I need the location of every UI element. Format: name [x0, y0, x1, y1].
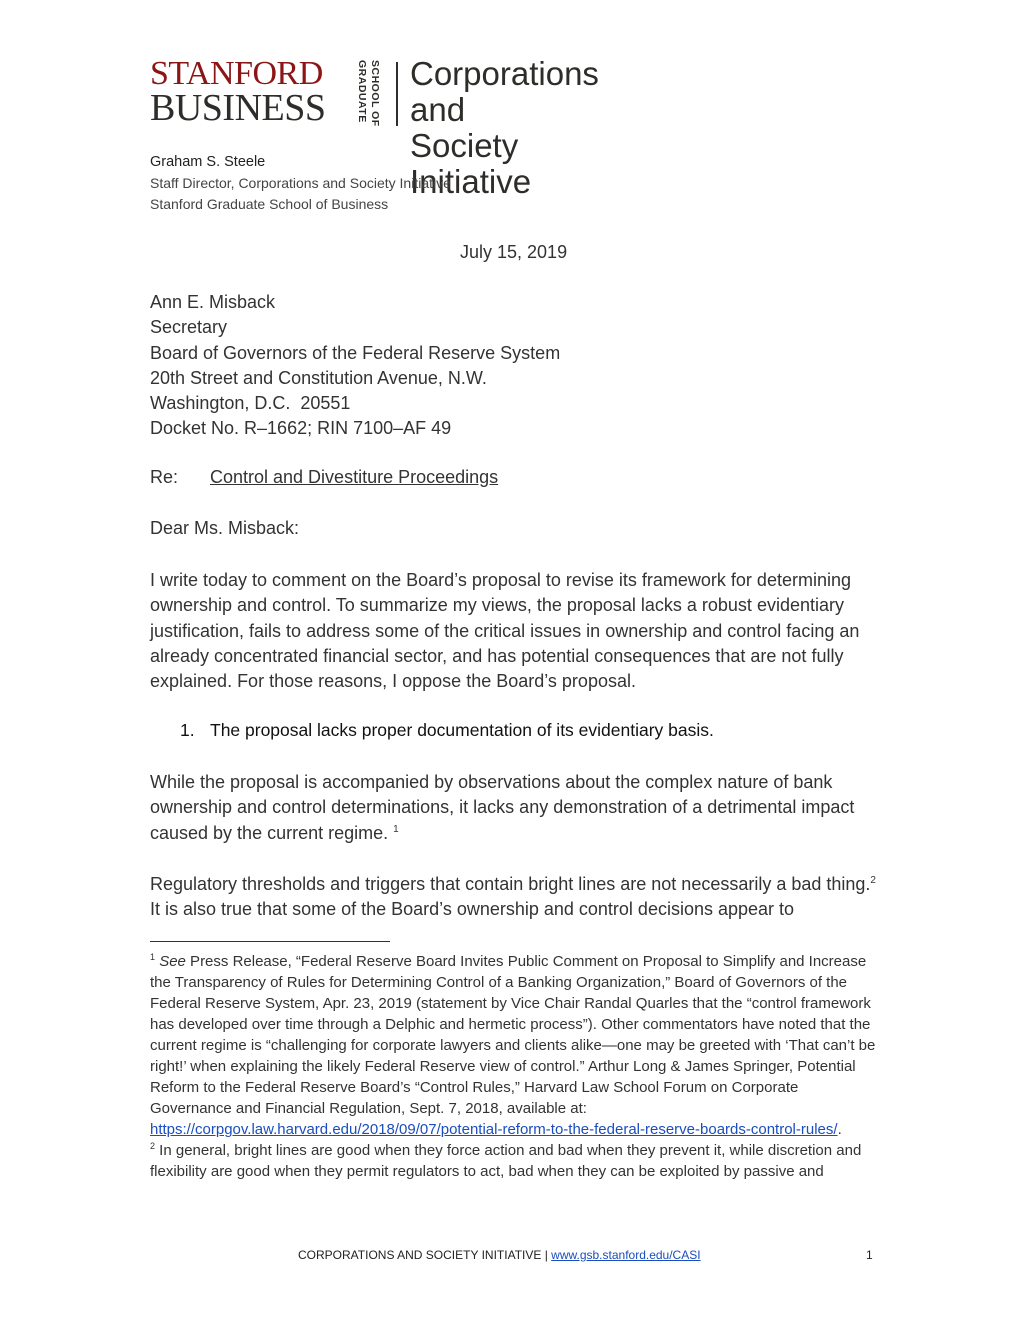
re-line	[150, 467, 499, 488]
section-heading-text: The proposal lacks proper documentation of its evidentiary basis.	[210, 720, 714, 740]
body-paragraph-3-text-b: It is also true that some of the Board’s ownership and control decisions appear to	[150, 899, 795, 920]
recipient-line: Docket No. R–1662; RIN 7100–AF 49	[150, 418, 452, 439]
recipient-line: Washington, D.C. 20551	[150, 393, 351, 414]
footnote-2-mark: 2	[150, 1141, 156, 1151]
section-heading-1	[180, 720, 714, 741]
logo-business-text: BUSINESS	[150, 87, 326, 129]
footnote-ref-2[interactable]: 2	[870, 875, 876, 886]
recipient-line: Board of Governors of the Federal Reserve System	[150, 342, 561, 363]
logo-school-of-vertical	[369, 60, 381, 128]
author-name: Graham S. Steele	[150, 154, 266, 170]
letter-date: July 15, 2019	[460, 242, 568, 262]
logo-school-of-text: SCHOOL OF	[369, 60, 381, 127]
footer-center	[298, 1248, 701, 1262]
footer-label: CORPORATIONS AND SOCIETY INITIATIVE |	[298, 1248, 552, 1262]
footnote-1-end: .	[837, 1121, 842, 1138]
author-title: Staff Director, Corporations and Society Initiative	[150, 175, 451, 191]
recipient-line: Secretary	[150, 317, 228, 338]
page-number: 1	[866, 1248, 873, 1262]
footer-link[interactable]: www.gsb.stanford.edu/CASI	[551, 1248, 701, 1262]
footnotes	[150, 951, 880, 1182]
recipient-address	[150, 290, 560, 442]
footnote-1-text: Press Release, “Federal Reserve Board Invites Public Comment on Proposal to Simplify and Increase the Transparency of Rules for Determining Control of a Banking Organization,” Board of Governors of the Federal Reserve System, Apr. 23, 2019 (statement by Vice Chair Randal Quarles that the “control framework has developed over time through a Delphic and hermetic process”). Other commentators have noted that the current regime is “challenging for corporate lawyers and clients alike—one may be greeted with ‘That can’t be right!’ when explaining the likely Federal Reserve view of control.” Arthur Long & James Springer, Potential Reform to the Federal Reserve Board’s “Control Rules,” Harvard Law School Forum on Corporate Governance and Financial Regulation, Sept. 7, 2018, available at:	[150, 953, 876, 1117]
body-paragraph-2-text: While the proposal is accompanied by observations about the complex nature of bank ownership and control determinations, it lacks any demonstration of a detrimental impact caused by the current regime.	[150, 772, 855, 843]
re-subject: Control and Divestiture Proceedings	[210, 467, 499, 487]
salutation: Dear Ms. Misback:	[150, 518, 300, 538]
author-org: Stanford Graduate School of Business	[150, 196, 389, 212]
logo-graduate-vertical	[356, 60, 368, 128]
footnote-2	[150, 1140, 880, 1182]
section-heading-number: 1.	[180, 720, 195, 740]
body-paragraph-1: I write today to comment on the Board’s proposal to revise its framework for determining ownership and control. To summarize my views, the proposal lacks a robust evidentiary justification, fails to address some of the critical issues in ownership and control facing an already concentrated financial sector, and has potential consequences that are not fully explained. For those reasons, I oppose the Board’s proposal.	[150, 570, 860, 692]
footnote-1-mark: 1	[150, 952, 156, 962]
recipient-line: Ann E. Misback	[150, 292, 276, 312]
logo-graduate-text: GRADUATE	[356, 60, 368, 123]
logo-divider	[396, 62, 398, 126]
footnote-1-see: See	[159, 953, 186, 970]
footnote-ref-1[interactable]: 1	[393, 823, 399, 835]
logo-casi-line1: Corporations and	[410, 55, 599, 128]
body-paragraph-3-text-a: Regulatory thresholds and triggers that contain bright lines are not necessarily a bad thing.	[150, 874, 871, 894]
body-paragraph-2	[150, 770, 880, 846]
logo-stanford-text: STANFORD	[150, 55, 323, 92]
re-label: Re:	[150, 467, 179, 487]
footnote-1	[150, 951, 880, 1140]
recipient-line: 20th Street and Constitution Avenue, N.W.	[150, 367, 487, 388]
logo-casi-line2: Society Initiative	[410, 127, 532, 200]
body-paragraph-3	[150, 872, 880, 923]
footnote-2-text: In general, bright lines are good when they force action and bad when they prevent it, while discretion and flexibility are good when they permit regulators to act, bad when they can be exploited by passive and	[150, 1142, 862, 1180]
footnote-1-link[interactable]: https://corpgov.law.harvard.edu/2018/09/07/potential-reform-to-the-federal-reserve-boards-control-rules/	[150, 1121, 838, 1138]
footnote-separator	[150, 941, 390, 942]
author-block	[150, 152, 451, 215]
